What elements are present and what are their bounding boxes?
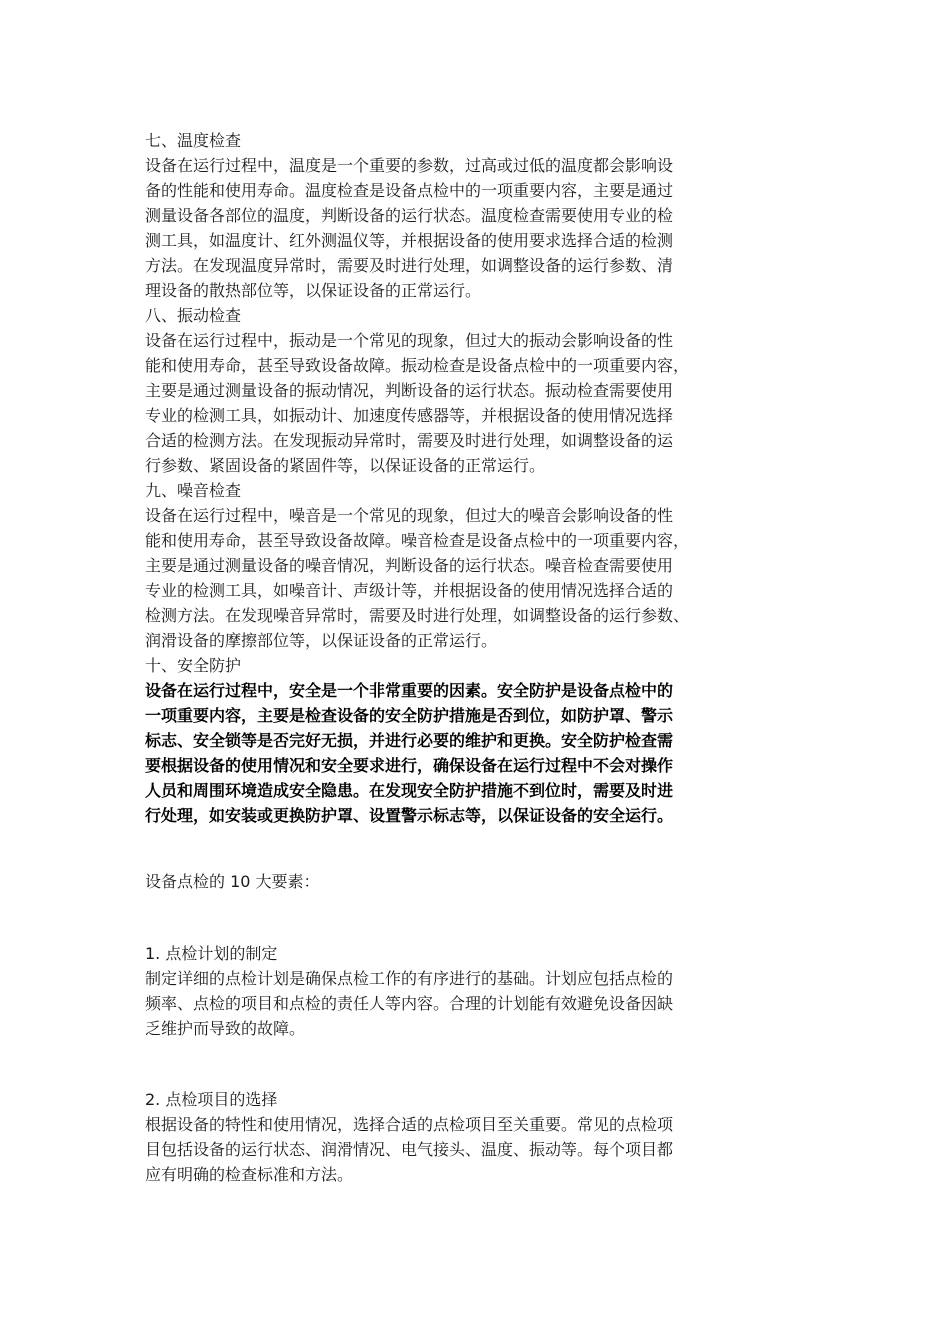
section-safety [145,653,810,828]
paragraph-line: 能和使用寿命，甚至导致设备故障。噪音检查是设备点检中的一项重要内容， [145,531,690,550]
paragraph-line: 能和使用寿命，甚至导致设备故障。振动检查是设备点检中的一项重要内容， [145,356,690,375]
section-heading: 九、噪音检查 [145,481,242,500]
section-temperature [145,128,810,303]
paragraph-line: 设备在运行过程中，振动是一个常见的现象，但过大的振动会影响设备的性 [145,331,674,350]
paragraph-line: 根据设备的特性和使用情况，选择合适的点检项目至关重要。常见的点检项 [145,1115,674,1134]
paragraph-line: 方法。在发现温度异常时，需要及时进行处理，如调整设备的运行参数、清 [145,256,674,275]
paragraph-line: 主要是通过测量设备的振动情况，判断设备的运行状态。振动检查需要使用 [145,381,674,400]
item-heading: 2. 点检项目的选择 [145,1090,278,1109]
paragraph-line: 设备在运行过程中，温度是一个重要的参数，过高或过低的温度都会影响设 [145,156,674,175]
paragraph-line: 要根据设备的使用情况和安全要求进行，确保设备在运行过程中不会对操作 [145,756,674,775]
paragraph-line: 乏维护而导致的故障。 [145,1019,306,1038]
paragraph-line: 专业的检测工具，如噪音计、声级计等，并根据设备的使用情况选择合适的 [145,581,674,600]
paragraph-line: 合适的检测方法。在发现振动异常时，需要及时进行处理，如调整设备的运 [145,431,674,450]
section-heading: 十、安全防护 [145,656,242,675]
document-page [145,128,810,1187]
bold-paragraph [145,678,810,828]
paragraph-line: 备的性能和使用寿命。温度检查是设备点检中的一项重要内容，主要是通过 [145,181,674,200]
paragraph-line: 标志、安全锁等是否完好无损，并进行必要的维护和更换。安全防护检查需 [145,731,674,750]
section-noise [145,478,810,653]
elements-title: 设备点检的 10 大要素： [145,872,320,891]
list-item-plan [145,941,810,1041]
paragraph-line: 主要是通过测量设备的噪音情况，判断设备的运行状态。噪音检查需要使用 [145,556,674,575]
paragraph-line: 检测方法。在发现噪音异常时，需要及时进行处理，如调整设备的运行参数、 [145,606,690,625]
paragraph-line: 制定详细的点检计划是确保点检工作的有序进行的基础。计划应包括点检的 [145,969,674,988]
paragraph-line: 行参数、紧固设备的紧固件等，以保证设备的正常运行。 [145,456,546,475]
list-item-selection [145,1087,810,1187]
paragraph-line: 理设备的散热部位等，以保证设备的正常运行。 [145,281,482,300]
section-heading: 八、振动检查 [145,306,242,325]
paragraph-line: 应有明确的检查标准和方法。 [145,1165,354,1184]
paragraph-line: 设备在运行过程中，安全是一个非常重要的因素。安全防护是设备点检中的 [145,681,674,700]
spacer [145,828,810,869]
paragraph-line: 专业的检测工具，如振动计、加速度传感器等，并根据设备的使用情况选择 [145,406,674,425]
section-vibration [145,303,810,478]
item-heading: 1. 点检计划的制定 [145,944,278,963]
paragraph-line: 目包括设备的运行状态、润滑情况、电气接头、温度、振动等。每个项目都 [145,1140,674,1159]
spacer [145,894,810,941]
section-heading: 七、温度检查 [145,131,242,150]
spacer [145,1041,810,1087]
paragraph-line: 润滑设备的摩擦部位等，以保证设备的正常运行。 [145,631,498,650]
paragraph-line: 测量设备各部位的温度，判断设备的运行状态。温度检查需要使用专业的检 [145,206,674,225]
paragraph-line: 行处理，如安装或更换防护罩、设置警示标志等，以保证设备的安全运行。 [145,806,674,825]
paragraph-line: 频率、点检的项目和点检的责任人等内容。合理的计划能有效避免设备因缺 [145,994,674,1013]
paragraph-line: 一项重要内容，主要是检查设备的安全防护措施是否到位，如防护罩、警示 [145,706,674,725]
paragraph-line: 人员和周围环境造成安全隐患。在发现安全防护措施不到位时，需要及时进 [145,781,674,800]
paragraph-line: 测工具，如温度计、红外测温仪等，并根据设备的使用要求选择合适的检测 [145,231,674,250]
paragraph-line: 设备在运行过程中，噪音是一个常见的现象，但过大的噪音会影响设备的性 [145,506,674,525]
